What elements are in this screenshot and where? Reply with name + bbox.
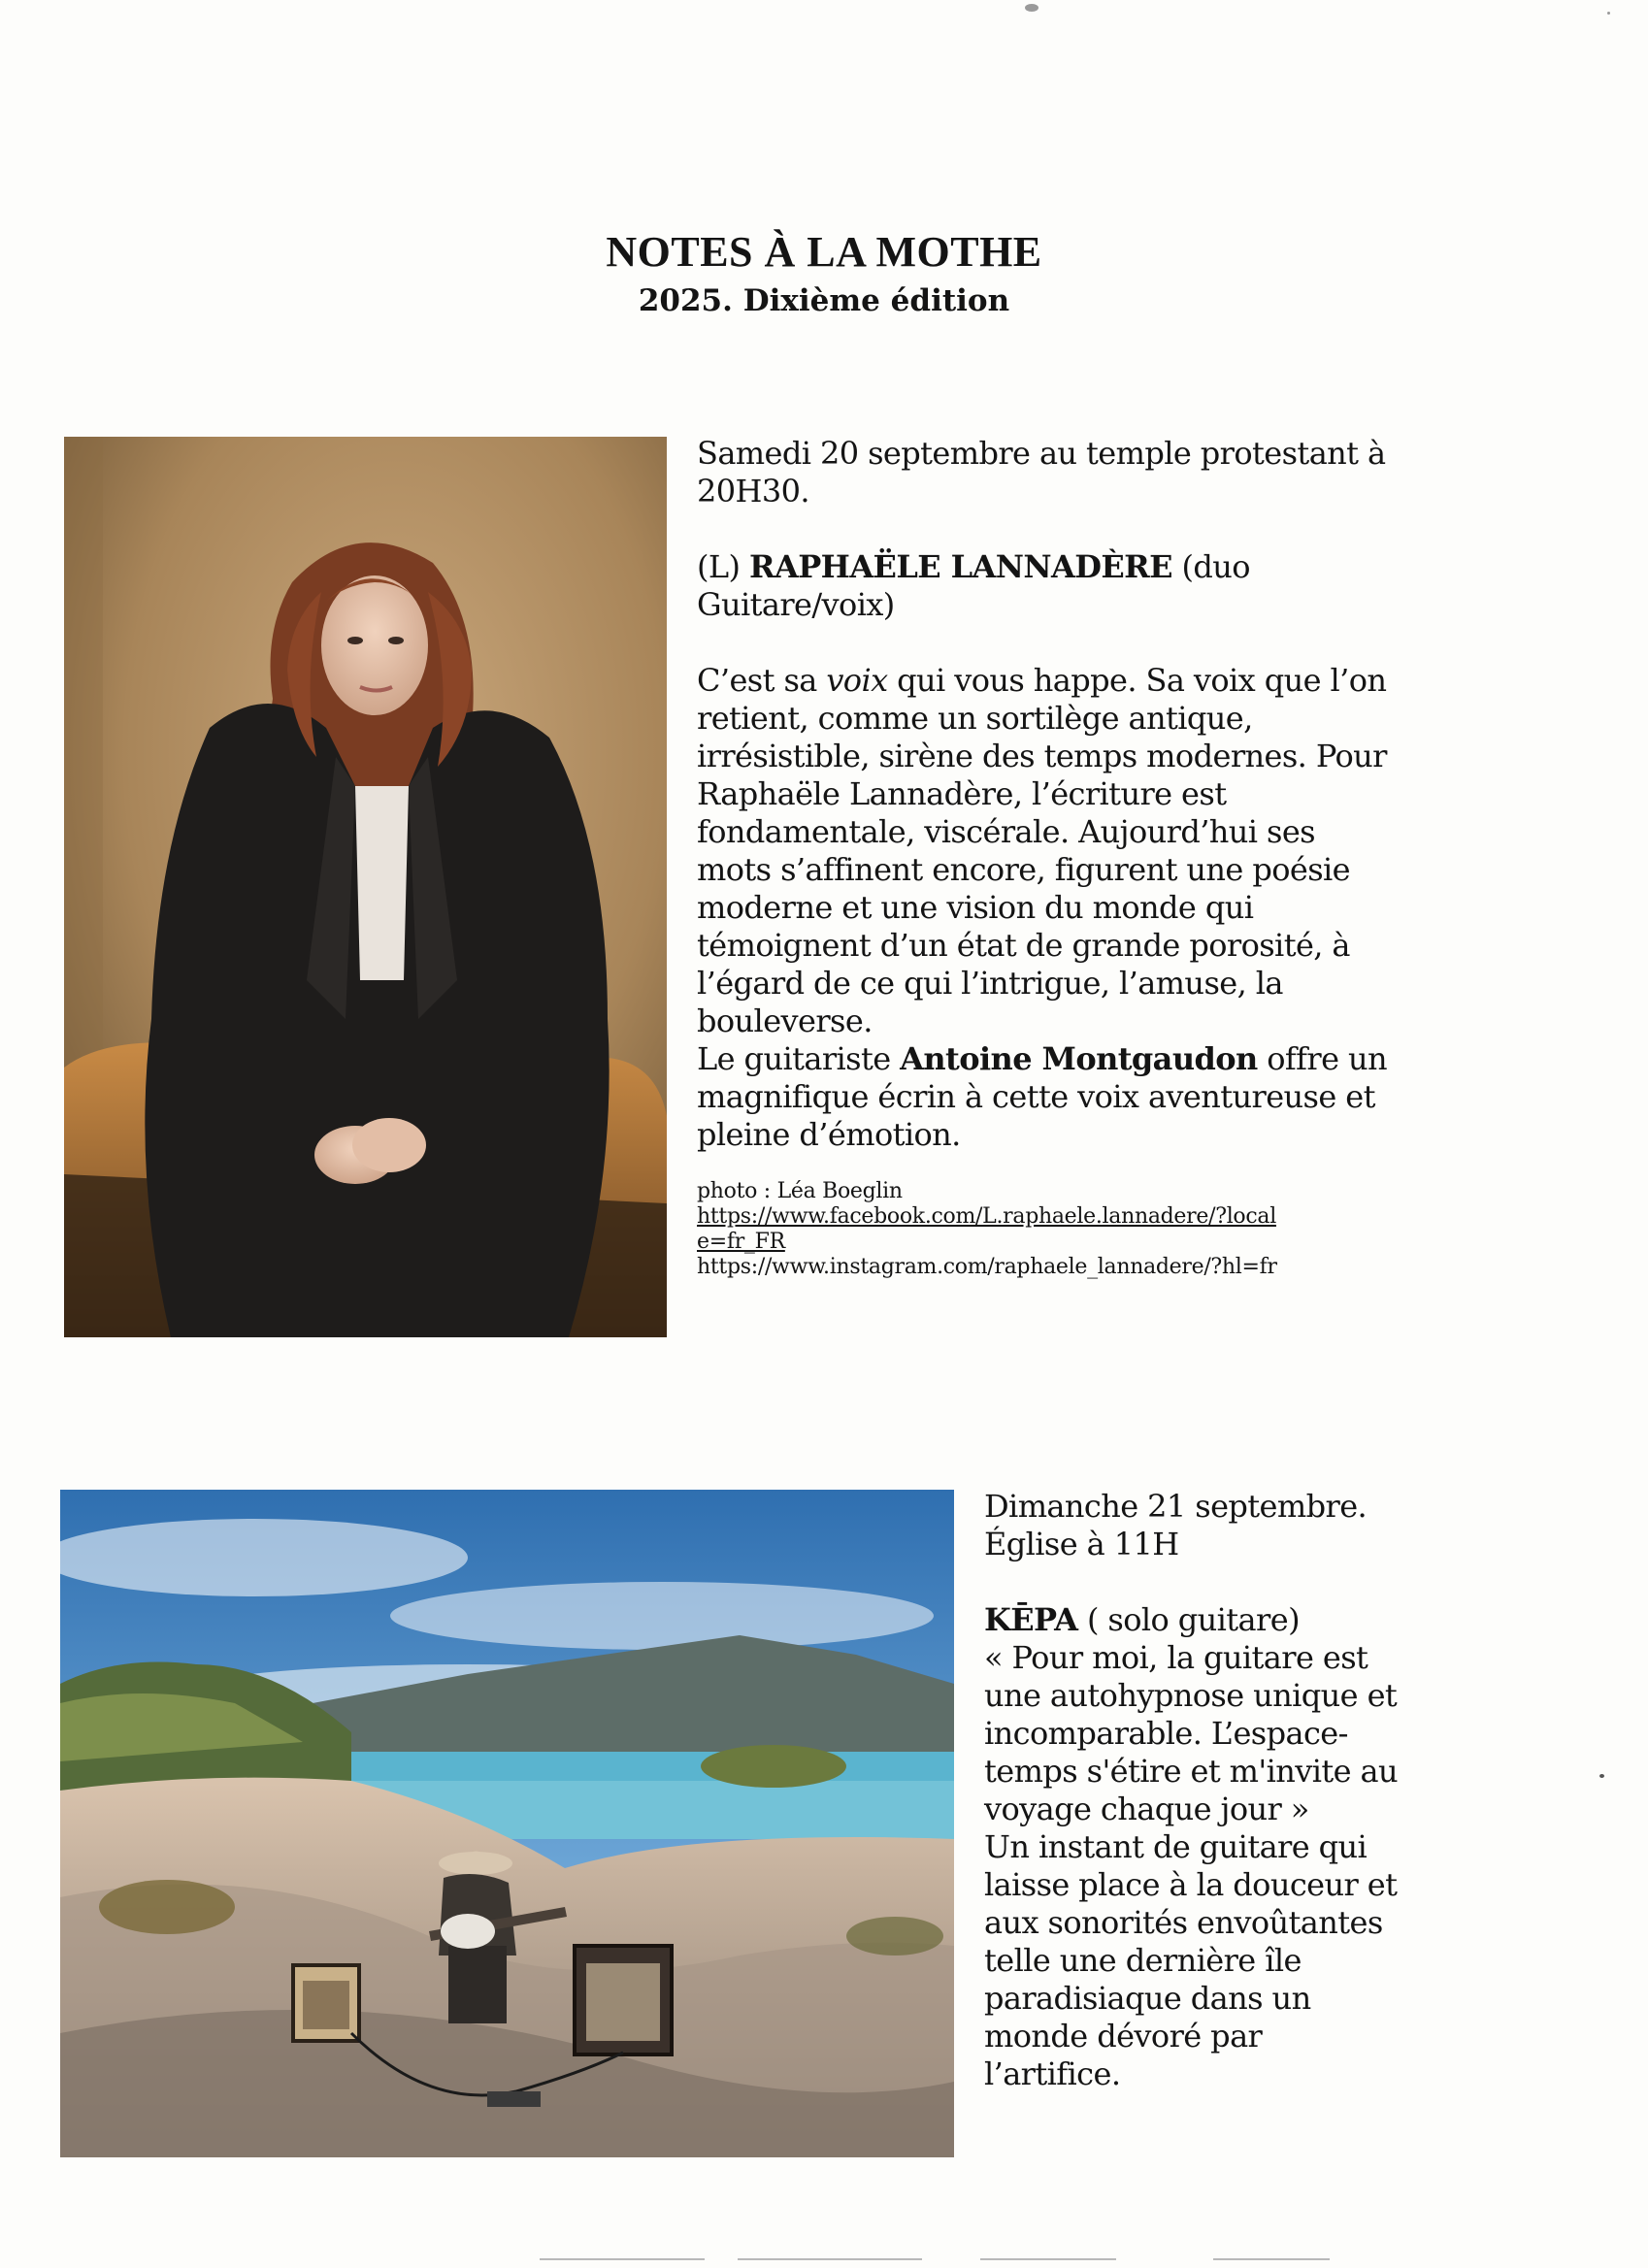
event1-date: Samedi 20 septembre au temple protestant à 20H30. xyxy=(697,435,1386,509)
event1-guitar-name: Antoine Montgaudon xyxy=(900,1040,1258,1077)
scan-speck xyxy=(1607,12,1610,15)
event2-description: Un instant de guitare qui laisse place à la douceur et aux sonorités envoûtantes telle une dernière île paradisiaque dans un monde dévoré par l’artifice. xyxy=(984,1828,1398,2092)
page-header xyxy=(0,225,1648,322)
event1-description xyxy=(697,662,1396,1040)
portrait-photo xyxy=(64,437,667,1337)
event1-artist-suffix: (duo Guitare/voix) xyxy=(697,548,1250,623)
event1-text xyxy=(697,435,1396,1280)
event1-desc-rest: qui vous happe. Sa voix que l’on retient, comme un sortilège antique, irrésistible, sirène des temps modernes. Pour Raphaële Lannadère, l’écriture est fondamentale, viscérale. Aujourd’hui ses mots s’affinent encore, figurent une poésie moderne et une vision du monde qui témoignent d’un état de grande porosité, à l’égard de ce qui l’intrigue, l’amuse, la bouleverse. xyxy=(697,662,1387,1039)
event1-desc-voix: voix xyxy=(826,662,888,699)
event1-desc-start: C’est sa xyxy=(697,662,827,699)
photo-credit: photo : Léa Boeglin xyxy=(697,1179,903,1203)
scan-rule xyxy=(1213,2258,1330,2260)
event2-artist-suffix: ( solo guitare) xyxy=(1077,1601,1300,1638)
event2-date: Dimanche 21 septembre. Église à 11H xyxy=(984,1488,1368,1562)
scan-rule xyxy=(738,2258,922,2260)
landscape-photo xyxy=(60,1490,954,2157)
facebook-link[interactable]: https://www.facebook.com/L.raphaele.lannadere/?locale=fr_FR xyxy=(697,1204,1276,1254)
page-subtitle: 2025. Dixième édition xyxy=(638,283,1010,318)
scan-speck xyxy=(1599,1774,1604,1778)
page-title: NOTES À LA MOTHE xyxy=(606,228,1042,276)
event1-guitarist xyxy=(697,1040,1396,1154)
event1-credits xyxy=(697,1179,1396,1280)
event1-artist-name: RAPHAËLE LANNADÈRE xyxy=(749,548,1172,585)
event2-quote: « Pour moi, la guitare est une autohypnose unique et incomparable. L’espace-temps s'étire et m'invite au voyage chaque jour » xyxy=(984,1639,1398,1827)
scan-speck xyxy=(1025,4,1038,12)
instagram-link[interactable]: https://www.instagram.com/raphaele_lannadere/?hl=fr xyxy=(697,1255,1277,1279)
event1-artist-prefix: (L) xyxy=(697,548,749,585)
scan-rule xyxy=(980,2258,1116,2260)
event2-artist-name: KĒPA xyxy=(984,1601,1078,1638)
event2-text xyxy=(984,1488,1401,2093)
event1-guitar-start: Le guitariste xyxy=(697,1040,901,1077)
scan-rule xyxy=(540,2258,705,2260)
event2-artist-line xyxy=(984,1601,1401,1639)
event1-guitar-rest: offre un magnifique écrin à cette voix aventureuse et pleine d’émotion. xyxy=(697,1040,1388,1153)
event1-artist-line xyxy=(697,548,1396,624)
